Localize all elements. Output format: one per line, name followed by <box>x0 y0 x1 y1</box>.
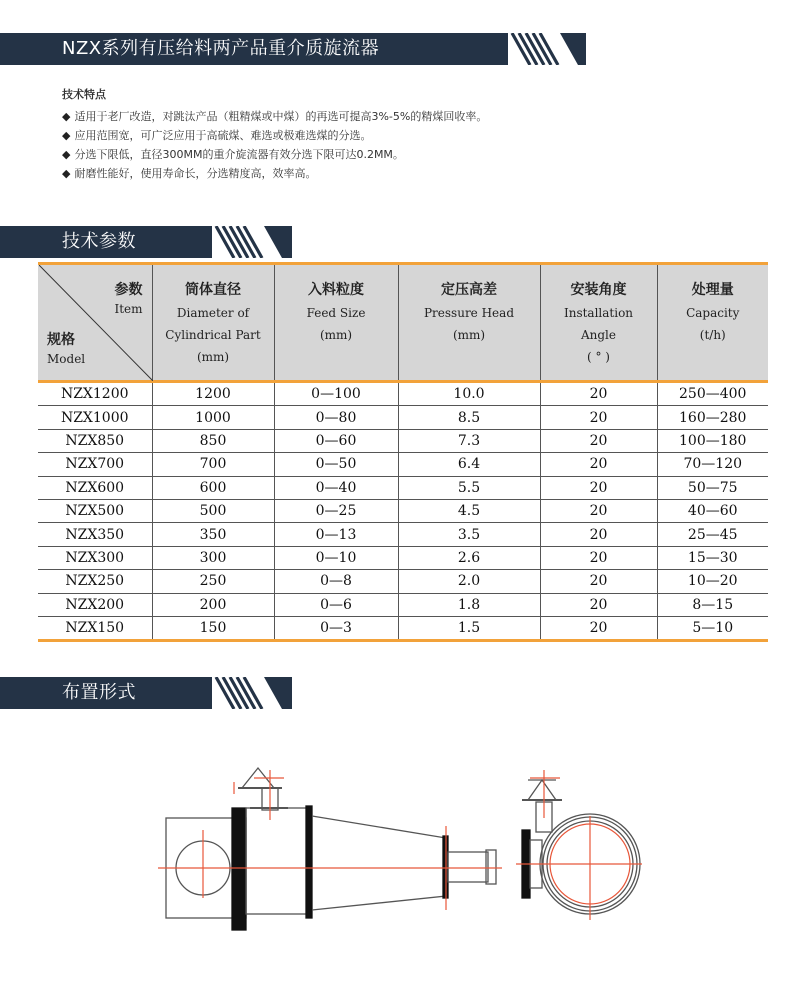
diamond-bullet-icon: ◆ <box>62 110 71 123</box>
feature-text: 耐磨性能好，使用寿命长，分选精度高，效率高。 <box>74 167 317 180</box>
table-cell: 0—13 <box>274 523 398 546</box>
banner-title: 布置形式 <box>62 682 136 703</box>
table-cell: 600 <box>152 476 274 499</box>
header-label: (mm) <box>319 328 353 342</box>
table-cell: 0—10 <box>274 546 398 569</box>
table-cell: 150 <box>152 616 274 640</box>
diamond-bullet-icon: ◆ <box>62 167 71 180</box>
table-row <box>38 499 768 522</box>
stripes-decoration-icon <box>212 226 292 258</box>
table-row <box>38 546 768 569</box>
header-label: 筒体直径 <box>185 282 241 298</box>
table-cell: 20 <box>540 570 657 593</box>
table-cell: 1.8 <box>398 593 540 616</box>
table-cell: 200 <box>152 593 274 616</box>
side-view-centerlines <box>158 770 502 910</box>
banner-title: NZX系列有压给料两产品重介质旋流器 <box>62 38 380 59</box>
table-cell: 20 <box>540 406 657 429</box>
table-cell: 20 <box>540 382 657 406</box>
table-row <box>38 382 768 406</box>
section-banner-title <box>0 33 586 65</box>
table-cell: NZX700 <box>38 453 152 476</box>
table-cell: 0—25 <box>274 499 398 522</box>
feature-item <box>62 126 487 145</box>
table-cell: 6.4 <box>398 453 540 476</box>
diamond-bullet-icon: ◆ <box>62 129 71 142</box>
feature-item <box>62 164 487 183</box>
end-view-drawing <box>522 780 640 914</box>
header-diameter <box>152 264 274 382</box>
table-cell: 2.6 <box>398 546 540 569</box>
table-cell: 5—10 <box>657 616 768 640</box>
header-label: Pressure Head <box>423 306 514 320</box>
table-cell: 300 <box>152 546 274 569</box>
table-cell: NZX300 <box>38 546 152 569</box>
table-row <box>38 570 768 593</box>
table-cell: 1200 <box>152 382 274 406</box>
corner-zh-model: 规格 <box>47 332 75 348</box>
header-capacity <box>657 264 768 382</box>
feature-item <box>62 107 487 126</box>
table-row <box>38 593 768 616</box>
table-cell: 1.5 <box>398 616 540 640</box>
header-pressure-head <box>398 264 540 382</box>
table-row <box>38 429 768 452</box>
table-cell: 0—6 <box>274 593 398 616</box>
table-cell: 0—3 <box>274 616 398 640</box>
table-cell: 20 <box>540 429 657 452</box>
feature-text: 应用范围宽，可广泛应用于高硫煤、难选或极难选煤的分选。 <box>74 129 372 142</box>
table-cell: NZX350 <box>38 523 152 546</box>
header-label: Installation <box>563 306 634 320</box>
table-cell: 3.5 <box>398 523 540 546</box>
table-header-row <box>38 264 768 382</box>
table-cell: 0—50 <box>274 453 398 476</box>
table-cell: 20 <box>540 453 657 476</box>
table-cell: 0—40 <box>274 476 398 499</box>
table-cell: NZX1200 <box>38 382 152 406</box>
table-cell: 20 <box>540 499 657 522</box>
feature-text: 适用于老厂改造，对跳汰产品（粗精煤或中煤）的再选可提高3%-5%的精煤回收率。 <box>74 110 488 123</box>
table-cell: 5.5 <box>398 476 540 499</box>
table-cell: 20 <box>540 616 657 640</box>
diamond-bullet-icon: ◆ <box>62 148 71 161</box>
table-cell: 20 <box>540 523 657 546</box>
table-cell: 10.0 <box>398 382 540 406</box>
table-row <box>38 453 768 476</box>
header-label: ( ° ) <box>587 350 610 364</box>
table-cell: 250 <box>152 570 274 593</box>
corner-header <box>38 264 152 382</box>
table-cell: 350 <box>152 523 274 546</box>
table-cell: NZX150 <box>38 616 152 640</box>
feature-item <box>62 145 487 164</box>
table-row <box>38 523 768 546</box>
table-cell: 0—80 <box>274 406 398 429</box>
header-installation-angle <box>540 264 657 382</box>
table-cell: NZX1000 <box>38 406 152 429</box>
header-label: Diameter of <box>176 306 250 320</box>
table-cell: 20 <box>540 546 657 569</box>
table-cell: 100—180 <box>657 429 768 452</box>
table-cell: 10—20 <box>657 570 768 593</box>
table-cell: NZX600 <box>38 476 152 499</box>
header-label: 定压高差 <box>441 282 497 298</box>
header-label: (mm) <box>452 328 486 342</box>
header-label: (t/h) <box>699 328 726 342</box>
header-label: Feed Size <box>306 306 366 320</box>
table-cell: 25—45 <box>657 523 768 546</box>
banner-title: 技术参数 <box>62 231 136 252</box>
table-cell: 15—30 <box>657 546 768 569</box>
feature-text: 分选下限低，直径300MM的重介旋流器有效分选下限可达0.2MM。 <box>74 148 404 161</box>
table-row <box>38 476 768 499</box>
stripes-decoration-icon <box>212 677 292 709</box>
table-cell: 20 <box>540 476 657 499</box>
table-cell: 850 <box>152 429 274 452</box>
table-cell: 500 <box>152 499 274 522</box>
features-block <box>62 86 487 183</box>
table-cell: 250—400 <box>657 382 768 406</box>
table-cell: 0—100 <box>274 382 398 406</box>
features-title: 技术特点 <box>62 88 106 101</box>
cyclone-layout-drawing <box>150 760 650 940</box>
table-cell: NZX200 <box>38 593 152 616</box>
header-label: 安装角度 <box>570 282 627 298</box>
table-cell: NZX500 <box>38 499 152 522</box>
header-label: (mm) <box>196 350 230 364</box>
corner-zh-item: 参数 <box>114 282 143 298</box>
header-label: Angle <box>580 328 616 342</box>
table-cell: 4.5 <box>398 499 540 522</box>
header-label: Cylindrical Part <box>165 328 261 342</box>
table-cell: 7.3 <box>398 429 540 452</box>
table-cell: 700 <box>152 453 274 476</box>
table-cell: 1000 <box>152 406 274 429</box>
table-cell: 0—60 <box>274 429 398 452</box>
table-cell: NZX250 <box>38 570 152 593</box>
stripes-decoration-icon <box>508 33 586 65</box>
table-cell: 70—120 <box>657 453 768 476</box>
table-cell: 50—75 <box>657 476 768 499</box>
corner-en-model: Model <box>47 352 86 366</box>
table-cell: 8—15 <box>657 593 768 616</box>
table-row <box>38 406 768 429</box>
table-cell: 0—8 <box>274 570 398 593</box>
corner-en-item: Item <box>114 302 143 316</box>
parameter-table <box>38 262 768 642</box>
table-cell: 160—280 <box>657 406 768 429</box>
header-label: Capacity <box>686 306 740 320</box>
section-banner-params <box>0 226 292 258</box>
section-banner-layout <box>0 677 292 709</box>
table-row <box>38 616 768 640</box>
header-feed-size <box>274 264 398 382</box>
table-cell: NZX850 <box>38 429 152 452</box>
table-cell: 2.0 <box>398 570 540 593</box>
table-cell: 8.5 <box>398 406 540 429</box>
header-label: 入料粒度 <box>308 282 364 298</box>
table-cell: 40—60 <box>657 499 768 522</box>
header-label: 处理量 <box>691 282 734 298</box>
table-cell: 20 <box>540 593 657 616</box>
